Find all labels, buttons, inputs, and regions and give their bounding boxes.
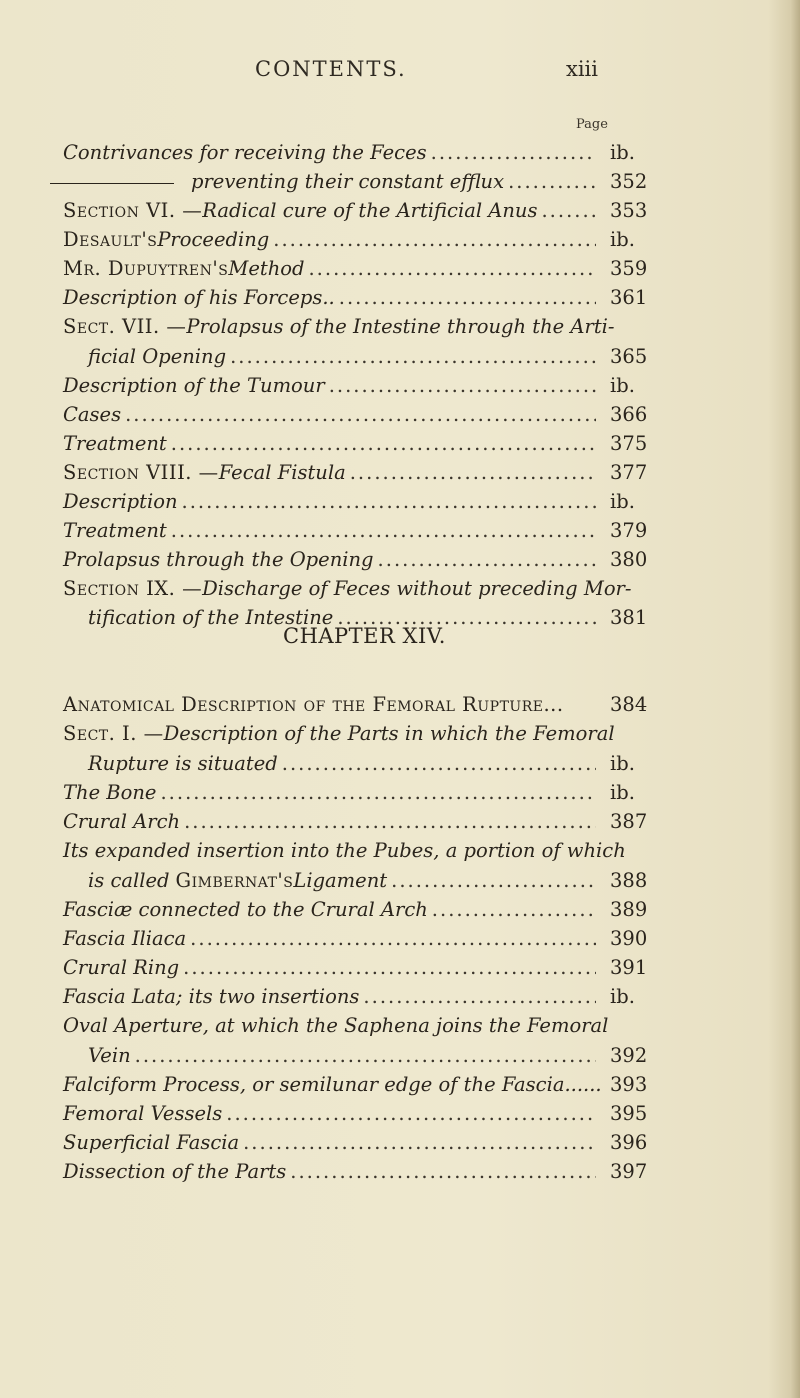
toc-entry: [0, 953, 800, 983]
entry-title: tification of the Intestine: [88, 606, 334, 629]
entry-page: 359: [610, 257, 648, 280]
entry-page: 375: [610, 432, 648, 455]
leader-dots: [182, 487, 596, 517]
entry-page: 389: [610, 898, 648, 921]
entry-prefix: Section VIII. —: [63, 461, 219, 484]
leader-dots: [290, 1157, 596, 1187]
entry-smallcaps: Gimbernat's: [175, 869, 294, 892]
toc-entry: [0, 487, 800, 517]
entry-title: Prolapsus of the Intestine through the Arti-: [186, 315, 615, 338]
entry-title: Prolapsus through the Opening: [63, 548, 374, 571]
entry-title: Crural Ring: [63, 956, 180, 979]
toc-entry: [0, 312, 800, 342]
leader-dots: [378, 545, 596, 575]
entry-page: 387: [610, 810, 648, 833]
entry-page: 381: [610, 606, 648, 629]
toc-entry: [0, 1070, 800, 1100]
toc-entry: [0, 924, 800, 954]
entry-prefix: Section IX. —: [63, 577, 203, 600]
entry-title: Rupture is situated: [88, 752, 278, 775]
entry-page: 391: [610, 956, 648, 979]
entry-title-cont: Ligament: [293, 869, 388, 892]
entry-page: ib.: [610, 985, 635, 1008]
entry-title: Description of his Forceps..: [63, 286, 335, 309]
toc-entry: [0, 225, 800, 255]
entry-title: preventing their constant efflux: [191, 170, 505, 193]
entry-title: Contrivances for receiving the Feces: [63, 141, 427, 164]
entry-page: 361: [610, 286, 648, 309]
leader-dots: [541, 196, 596, 226]
entry-title: Oval Aperture, at which the Saphena joins the Femoral: [63, 1014, 609, 1037]
page-header: [0, 57, 800, 87]
ditto-rule: [50, 183, 174, 184]
entry-page: 390: [610, 927, 648, 950]
entry-title: Cases: [63, 403, 122, 426]
toc-entry: [0, 429, 800, 459]
entry-page: 384: [610, 693, 648, 716]
entry-title: Description of the Tumour: [63, 374, 325, 397]
entry-title: Description of the Parts in which the Femoral: [163, 722, 615, 745]
toc-entry: [0, 778, 800, 808]
entry-title: Treatment: [63, 519, 167, 542]
toc-entry: [0, 749, 800, 779]
toc-entry: [0, 458, 800, 488]
entry-title: is called: [88, 869, 170, 892]
entry-prefix: Section VI. —: [63, 199, 203, 222]
entry-page: 393: [610, 1073, 648, 1096]
toc-entry: [0, 516, 800, 546]
entry-page: 392: [610, 1044, 648, 1067]
leader-dots: [350, 458, 596, 488]
leader-dots: [432, 895, 596, 925]
running-title: CONTENTS.: [255, 57, 407, 81]
entry-title: Crural Arch: [63, 810, 181, 833]
toc-entry: [0, 836, 800, 866]
toc-entry: [0, 138, 800, 168]
leader-dots: [171, 516, 596, 546]
leader-dots: [339, 283, 596, 313]
toc-entry: [0, 342, 800, 372]
entry-title: Superficial Fascia: [63, 1131, 240, 1154]
entry-title: Description: [63, 490, 178, 513]
leader-dots: [431, 138, 596, 168]
toc-entry: [0, 400, 800, 430]
toc-entry: [0, 719, 800, 749]
entry-title: Fascia Lata; its two insertions: [63, 985, 360, 1008]
leader-dots: [243, 1128, 596, 1158]
leader-dots: [391, 866, 596, 896]
entry-prefix: Sect. VII. —: [63, 315, 187, 338]
entry-title: Proceeding: [157, 228, 270, 251]
entry-title: Radical cure of the Artificial Anus: [202, 199, 538, 222]
toc-entry: [0, 895, 800, 925]
leader-dots: [190, 924, 596, 954]
entry-title: Method: [228, 257, 305, 280]
leader-dots: [171, 429, 596, 459]
entry-page: 379: [610, 519, 648, 542]
entry-title: Femoral Vessels: [63, 1102, 223, 1125]
entry-page: 388: [610, 869, 648, 892]
entry-title: Fascia Iliaca: [63, 927, 187, 950]
entry-title: Discharge of Feces without preceding Mor-: [202, 577, 632, 600]
entry-prefix: Sect. I. —: [63, 722, 164, 745]
leader-dots: [230, 342, 596, 372]
entry-title: Falciform Process, or semilunar edge of the Fascia......: [63, 1073, 602, 1096]
toc-entry: [0, 1157, 800, 1187]
entry-page: 366: [610, 403, 648, 426]
toc-entry: [0, 1128, 800, 1158]
leader-dots: [508, 167, 596, 197]
toc-entry: [0, 1099, 800, 1129]
leader-dots: [329, 371, 596, 401]
leader-dots: [226, 1099, 596, 1129]
entry-title: Fasciæ connected to the Crural Arch: [63, 898, 428, 921]
toc-entry: [0, 283, 800, 313]
toc-entry: [0, 196, 800, 226]
toc-entry: [0, 167, 800, 197]
leader-dots: [183, 953, 596, 983]
page-column-label: Page: [576, 117, 608, 132]
entry-page: 397: [610, 1160, 648, 1183]
leader-dots: [363, 982, 596, 1012]
leader-dots: [135, 1041, 596, 1071]
toc-entry: [0, 690, 800, 720]
entry-prefix: Desault's: [63, 228, 158, 251]
leader-dots: [273, 225, 596, 255]
toc-entry: [0, 866, 800, 896]
toc-entry: [0, 371, 800, 401]
leader-dots: [125, 400, 596, 430]
entry-prefix: Mr. Dupuytren's: [63, 257, 229, 280]
entry-page: 395: [610, 1102, 648, 1125]
entry-page: ib.: [610, 490, 635, 513]
entry-page: 377: [610, 461, 648, 484]
toc-entry: [0, 1011, 800, 1041]
entry-title: Its expanded insertion into the Pubes, a portion of which: [63, 839, 626, 862]
entry-title: Treatment: [63, 432, 167, 455]
leader-dots: [282, 749, 596, 779]
entry-title: The Bone: [63, 781, 157, 804]
entry-prefix: Anatomical Description of the Femoral Rupture...: [63, 693, 564, 716]
entry-title: Vein: [88, 1044, 131, 1067]
entry-title: Dissection of the Parts: [63, 1160, 287, 1183]
entry-page: ib.: [610, 752, 635, 775]
leader-dots: [308, 254, 596, 284]
entry-page: ib.: [610, 228, 635, 251]
entry-page: ib.: [610, 141, 635, 164]
entry-title: ficial Opening: [88, 345, 227, 368]
toc-entry: [0, 254, 800, 284]
toc-entry: [0, 574, 800, 604]
chapter-heading: CHAPTER XIV.: [283, 624, 446, 648]
leader-dots: [184, 807, 596, 837]
entry-title: Fecal Fistula: [218, 461, 346, 484]
toc-entry: [0, 1041, 800, 1071]
toc-entry: [0, 545, 800, 575]
leader-dots: [160, 778, 596, 808]
entry-page: 380: [610, 548, 648, 571]
entry-page: ib.: [610, 781, 635, 804]
toc-entry: [0, 807, 800, 837]
entry-page: 365: [610, 345, 648, 368]
entry-page: 352: [610, 170, 648, 193]
page-number: xiii: [566, 57, 598, 81]
entry-page: 353: [610, 199, 648, 222]
entry-page: ib.: [610, 374, 635, 397]
entry-page: 396: [610, 1131, 648, 1154]
toc-entry: [0, 982, 800, 1012]
